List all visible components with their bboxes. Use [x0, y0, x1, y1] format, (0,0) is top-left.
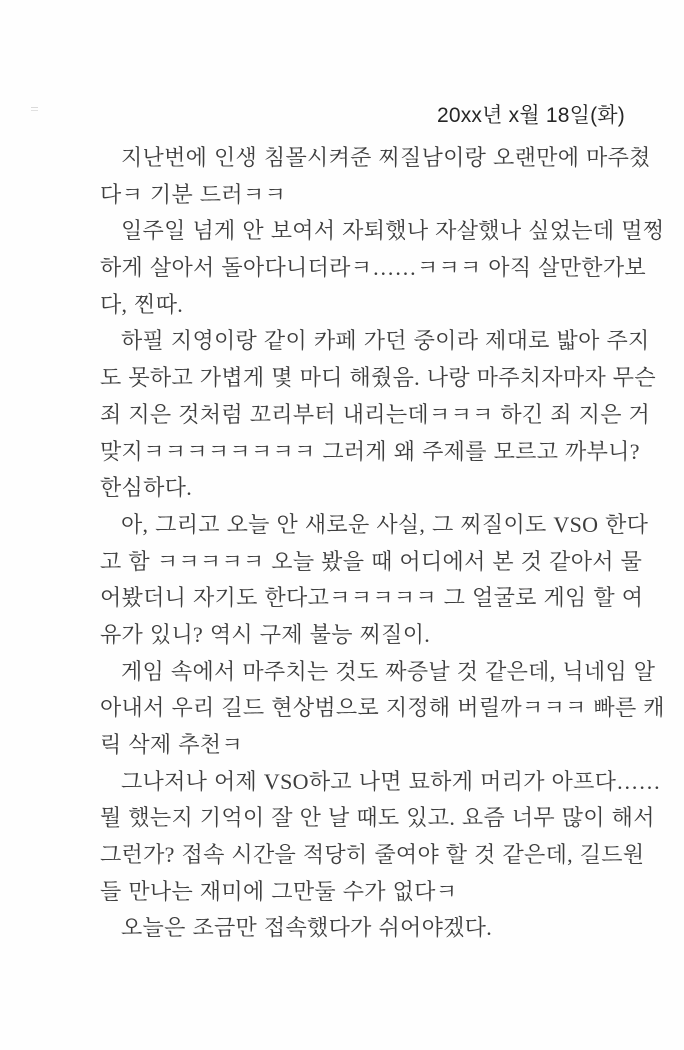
date-row	[100, 103, 625, 129]
scan-artifact	[31, 107, 38, 108]
diary-line: 아내서 우리 길드 현상범으로 지정해 버릴까ㅋㅋㅋ 빠른 캐	[100, 695, 665, 721]
diary-line: 도 못하고 가볍게 몇 마디 해줬음. 나랑 마주치자마자 무슨	[100, 365, 656, 391]
diary-line: 다, 찐따.	[100, 291, 184, 317]
diary-line: 오늘은 조금만 접속했다가 쉬어야겠다.	[121, 915, 493, 941]
diary-line: 지난번에 인생 침몰시켜준 찌질남이랑 오랜만에 마주쳤	[121, 145, 651, 170]
diary-line: 한심하다.	[100, 475, 193, 501]
diary-line: 그나저나 어제 VSO하고 나면 묘하게 머리가 아프다……	[121, 768, 661, 794]
diary-body	[100, 140, 665, 947]
diary-line: 죄 지은 것처럼 꼬리부터 내리는데ㅋㅋㅋ 하긴 죄 지은 거	[100, 401, 651, 427]
diary-line: 그런가? 접속 시간을 적당히 줄여야 할 것 같은데, 길드원	[100, 842, 645, 868]
diary-line: 하필 지영이랑 같이 카페 가던 중이라 제대로 밟아 주지	[121, 328, 650, 354]
diary-paragraph	[100, 213, 665, 323]
diary-date: 20xx년 x월 18일(화)	[436, 104, 625, 127]
diary-line: 유가 있니? 역시 구제 불능 찌질이.	[100, 621, 431, 647]
diary-line: 고 함 ㅋㅋㅋㅋㅋ 오늘 봤을 때 어디에서 본 것 같아서 물	[100, 548, 643, 574]
diary-line: 일주일 넘게 안 보여서 자퇴했나 자살했나 싶었는데 멀쩡	[121, 218, 665, 244]
diary-line: 게임 속에서 마주치는 것도 짜증날 것 같은데, 닉네임 알	[121, 658, 656, 684]
diary-line: 아, 그리고 오늘 안 새로운 사실, 그 찌질이도 VSO 한다	[121, 511, 649, 537]
diary-paragraph	[100, 910, 625, 947]
diary-line: 들 만나는 재미에 그만둘 수가 없다ㅋ	[100, 878, 458, 904]
diary-line: 다ㅋ 기분 드러ㅋㅋ	[100, 181, 287, 207]
diary-paragraph	[100, 323, 656, 506]
diary-line: 하게 살아서 돌아다니더라ㅋ……ㅋㅋㅋ 아직 살만한가보	[100, 255, 646, 281]
diary-line: 뭘 했는지 기억이 잘 안 날 때도 있고. 요즘 너무 많이 해서	[100, 805, 655, 831]
diary-paragraph	[100, 507, 649, 654]
diary-line: 맞지ㅋㅋㅋㅋㅋㅋㅋㅋ 그러게 왜 주제를 모르고 까부니?	[100, 438, 640, 464]
diary-line: 릭 삭제 추천ㅋ	[100, 732, 243, 757]
diary-paragraph	[100, 140, 651, 213]
diary-line: 어봤더니 자기도 한다고ㅋㅋㅋㅋㅋ 그 얼굴로 게임 할 여	[100, 585, 644, 611]
diary-paragraph	[100, 764, 661, 911]
diary-paragraph	[100, 654, 665, 764]
